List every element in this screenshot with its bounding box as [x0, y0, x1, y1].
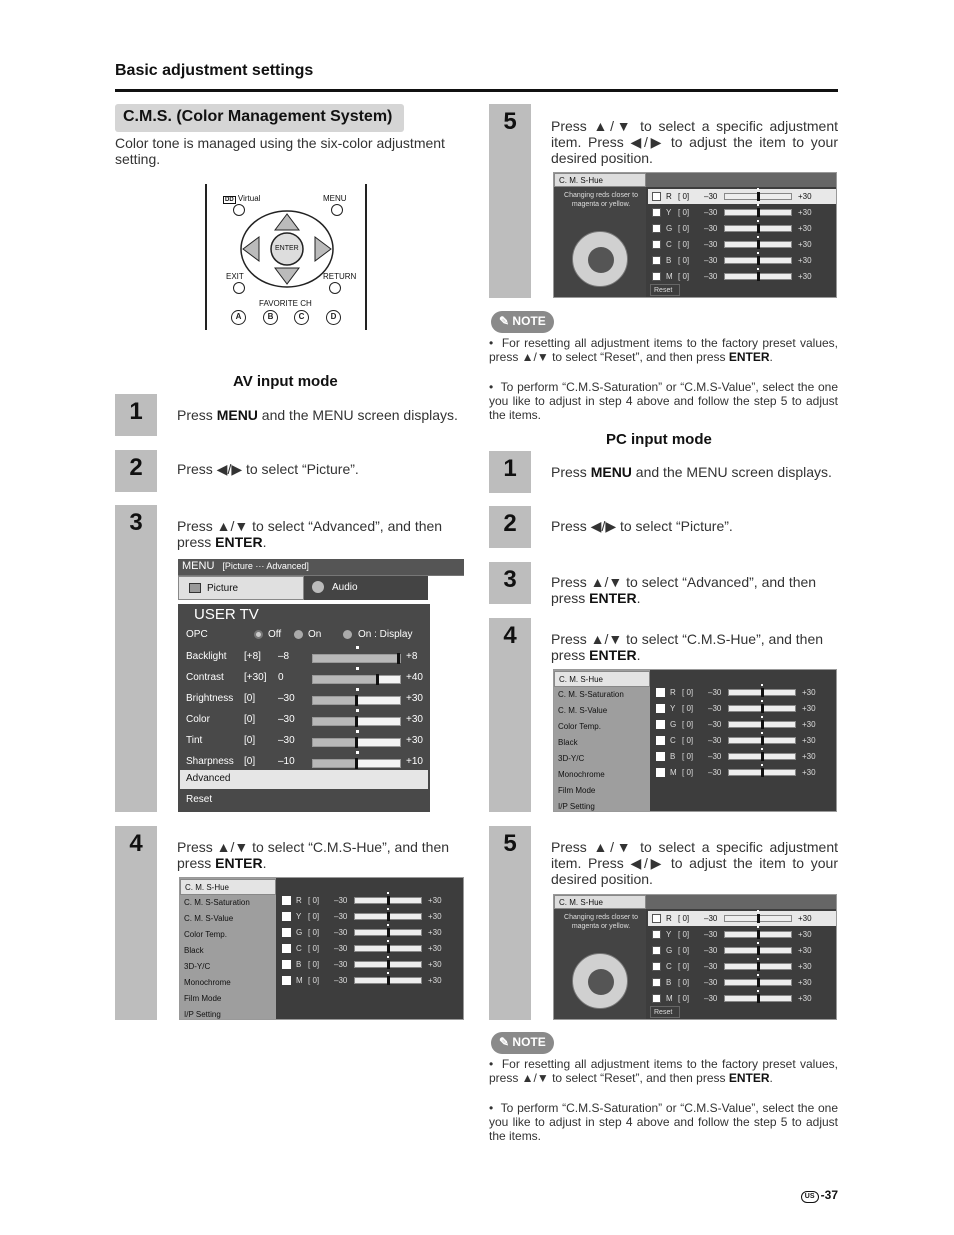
- cms-title: C.M.S. (Color Management System): [115, 104, 404, 132]
- hue-slider[interactable]: [724, 947, 792, 954]
- cms-slider[interactable]: [354, 961, 422, 968]
- cms-color-row[interactable]: R [ 0] –30 +30: [652, 685, 837, 700]
- adjust-max: +30: [406, 735, 423, 746]
- av-step-1-bar: 1: [115, 394, 157, 436]
- cms-color-row[interactable]: B [ 0] –30 +30: [652, 749, 837, 764]
- slider-fill: [313, 676, 376, 683]
- opc-on-radio[interactable]: [294, 630, 303, 639]
- pc-heading: PC input mode: [606, 431, 712, 448]
- pc-step-3-text: Press ▲/▼ to select “Advanced”, and then press ENTER.: [551, 574, 817, 606]
- color-swatch: [652, 962, 661, 971]
- adjust-slider[interactable]: [312, 738, 401, 747]
- cms-slider[interactable]: [354, 945, 422, 952]
- slider-fill: [313, 718, 355, 725]
- av-step-4-bar: 4: [115, 826, 157, 1020]
- favorite-c-button[interactable]: C: [294, 310, 309, 325]
- cms-slider[interactable]: [354, 897, 422, 904]
- menu-screen: [178, 559, 464, 812]
- cms-menu-list: [180, 878, 276, 1019]
- cms-color-row[interactable]: C [ 0] –30 +30: [652, 733, 837, 748]
- cms-menu-item[interactable]: C. M. S-Saturation: [184, 898, 250, 907]
- hue-color-row[interactable]: R [ 0] –30 +30: [648, 189, 836, 204]
- pc-hue-screen: [553, 894, 837, 1020]
- cms-color-row[interactable]: M [ 0] –30 +30: [278, 973, 464, 988]
- pc-step-4-bar: 4: [489, 618, 531, 812]
- section-heading: Basic adjustment settings: [115, 62, 314, 79]
- cms-menu-item[interactable]: C. M. S-Value: [184, 914, 234, 923]
- favorite-b-button[interactable]: B: [263, 310, 278, 325]
- favorite-a-button[interactable]: A: [231, 310, 246, 325]
- hue-slider[interactable]: [724, 915, 792, 922]
- adjust-value: [0]: [244, 714, 256, 725]
- hue-color-row[interactable]: M [ 0] –30 +30: [648, 269, 836, 284]
- cms-menu-item[interactable]: I/P Setting: [184, 1010, 221, 1019]
- color-swatch: [652, 946, 661, 955]
- pencil-icon: ✎: [499, 314, 510, 328]
- adjust-min: –30: [278, 714, 295, 725]
- cms-slider[interactable]: [728, 737, 796, 744]
- cms-slider[interactable]: [728, 721, 796, 728]
- color-swatch: [656, 688, 665, 697]
- return-button[interactable]: [329, 282, 341, 294]
- slider-center-tick: [356, 667, 359, 670]
- slider-knob[interactable]: [355, 737, 358, 748]
- color-swatch: [656, 752, 665, 761]
- adjust-max: +30: [406, 693, 423, 704]
- note-av-bullet-1: • For resetting all adjustment items to the factory preset values, press ▲/▼ to select “Reset”, and then press ENTER.: [489, 336, 838, 364]
- hue-color-row[interactable]: Y [ 0] –30 +30: [648, 927, 836, 942]
- exit-button[interactable]: [233, 282, 245, 294]
- remote-illustration: [205, 184, 367, 330]
- adjust-slider[interactable]: [312, 696, 401, 705]
- hue-slider[interactable]: [724, 193, 792, 200]
- slider-center-tick: [356, 730, 359, 733]
- opc-row[interactable]: OPC Off On On : Display: [186, 629, 413, 640]
- adjust-max: +10: [406, 756, 423, 767]
- hue-slider[interactable]: [724, 931, 792, 938]
- us-badge: US: [801, 1191, 819, 1203]
- exit-label: EXIT: [226, 272, 244, 281]
- hue-slider[interactable]: [724, 241, 792, 248]
- opc-off-radio[interactable]: [254, 630, 263, 639]
- cms-menu-item[interactable]: Black: [184, 946, 204, 955]
- hue-slider[interactable]: [724, 963, 792, 970]
- slider-center-tick: [356, 688, 359, 691]
- slider-center-tick: [356, 646, 359, 649]
- adjust-label: Brightness: [186, 693, 234, 704]
- note-pc-bullet-1: • For resetting all adjustment items to the factory preset values, press ▲/▼ to select “Reset”, and then press ENTER.: [489, 1057, 838, 1085]
- cms-menu-item[interactable]: Color Temp.: [184, 930, 227, 939]
- cms-color-row[interactable]: Y [ 0] –30 +30: [278, 909, 464, 924]
- color-wheel-icon: [572, 953, 628, 1009]
- cms-slider[interactable]: [728, 705, 796, 712]
- note-pc-bullet-2: • To perform “C.M.S-Saturation” or “C.M.S-Value”, select the one you like to adjust in step 4 above and follow the step 5 to adjust the items.: [489, 1101, 839, 1143]
- dpad: [237, 208, 337, 290]
- av-step-4-text: Press ▲/▼ to select “C.M.S-Hue”, and then press ENTER.: [177, 839, 450, 871]
- hue-slider[interactable]: [724, 979, 792, 986]
- hue-color-row[interactable]: B [ 0] –30 +30: [648, 975, 836, 990]
- color-swatch: [652, 192, 661, 201]
- color-swatch: [282, 896, 291, 905]
- adjust-value: [0]: [244, 693, 256, 704]
- adjust-slider[interactable]: [312, 675, 401, 684]
- cms-color-row[interactable]: M [ 0] –30 +30: [652, 765, 837, 780]
- color-swatch: [282, 928, 291, 937]
- adjust-label: Contrast: [186, 672, 224, 683]
- av-heading: AV input mode: [233, 373, 338, 390]
- page-number: US -37: [801, 1188, 838, 1203]
- hue-slider[interactable]: [724, 257, 792, 264]
- slider-fill: [313, 739, 355, 746]
- adjust-label: Sharpness: [186, 756, 234, 767]
- av-hue-screen: [553, 172, 837, 298]
- adjust-label: Backlight: [186, 651, 227, 662]
- color-swatch: [652, 930, 661, 939]
- av-cms-list-screen: [179, 877, 464, 1020]
- pc-step-5-text: Press ▲/▼ to select a specific adjustment item. Press ◀/▶ to adjust the item to your desired position.: [551, 839, 838, 887]
- hue-header-bar: [646, 173, 837, 187]
- menu-label: MENU: [323, 194, 347, 203]
- hue-color-row[interactable]: Y [ 0] –30 +30: [648, 205, 836, 220]
- return-label: RETURN: [323, 272, 357, 281]
- cms-color-row[interactable]: C [ 0] –30 +30: [278, 941, 464, 956]
- hue-side-panel: [554, 895, 646, 1019]
- tab-audio[interactable]: Audio: [304, 576, 428, 600]
- av-step-5-text: Press ▲/▼ to select a specific adjustment item. Press ◀/▶ to adjust the item to your desired position.: [551, 118, 838, 166]
- color-swatch: [656, 720, 665, 729]
- cms-slider[interactable]: [354, 913, 422, 920]
- hue-slider[interactable]: [724, 995, 792, 1002]
- hue-description: Changing reds closer to magenta or yellow.: [564, 914, 638, 930]
- av-step-5-bar: 5: [489, 104, 531, 298]
- slider-knob[interactable]: [376, 674, 379, 685]
- av-step-2-text: Press ◀/▶ to select “Picture”.: [177, 461, 359, 477]
- adjust-slider[interactable]: [312, 759, 401, 768]
- hue-color-row[interactable]: C [ 0] –30 +30: [648, 237, 836, 252]
- hue-color-row[interactable]: C [ 0] –30 +30: [648, 959, 836, 974]
- favorite-d-button[interactable]: D: [326, 310, 341, 325]
- hue-color-row[interactable]: M [ 0] –30 +30: [648, 991, 836, 1006]
- color-swatch: [652, 256, 661, 265]
- av-step-3-bar: 3: [115, 505, 157, 812]
- pc-cms-list-screen: [553, 669, 837, 812]
- slider-knob[interactable]: [397, 653, 400, 664]
- cms-menu-item[interactable]: 3D-Y/C: [558, 754, 585, 763]
- color-swatch: [656, 768, 665, 777]
- color-swatch: [652, 978, 661, 987]
- adjust-value: [+8]: [244, 651, 261, 662]
- hue-color-row[interactable]: G [ 0] –30 +30: [648, 221, 836, 236]
- adjust-value: [0]: [244, 735, 256, 746]
- opc-display-radio[interactable]: [343, 630, 352, 639]
- hue-color-row[interactable]: G [ 0] –30 +30: [648, 943, 836, 958]
- hue-reset-button[interactable]: Reset: [650, 284, 680, 296]
- cms-menu-item[interactable]: C. M. S-Value: [558, 706, 608, 715]
- cms-color-row[interactable]: Y [ 0] –30 +30: [652, 701, 837, 716]
- pc-step-2-text: Press ◀/▶ to select “Picture”.: [551, 518, 733, 534]
- adjust-min: –10: [278, 756, 295, 767]
- cms-menu-item[interactable]: C. M. S-Hue: [554, 671, 650, 687]
- picture-icon: [189, 583, 201, 593]
- menu-bar: MENU [Picture ··· Advanced]: [178, 559, 464, 576]
- picture-mode: USER TV: [194, 606, 259, 623]
- slider-fill: [313, 655, 397, 662]
- section-rule: [115, 89, 838, 92]
- favorite-ch-label: FAVORITE CH: [259, 299, 312, 308]
- color-wheel-icon: [572, 231, 628, 287]
- cms-menu-item[interactable]: Monochrome: [184, 978, 231, 987]
- av-step-3-text: Press ▲/▼ to select “Advanced”, and then press ENTER.: [177, 518, 443, 550]
- slider-knob[interactable]: [355, 758, 358, 769]
- slider-center-tick: [356, 709, 359, 712]
- cms-menu-item[interactable]: I/P Setting: [558, 802, 595, 811]
- cms-menu-item[interactable]: C. M. S-Saturation: [558, 690, 624, 699]
- cms-slider[interactable]: [354, 977, 422, 984]
- adjust-min: –30: [278, 735, 295, 746]
- hue-slider[interactable]: [724, 225, 792, 232]
- adjust-slider[interactable]: [312, 654, 401, 663]
- slider-fill: [313, 697, 355, 704]
- note-badge-pc: ✎ NOTE: [491, 1032, 554, 1054]
- adjust-min: –30: [278, 693, 295, 704]
- cms-menu-item[interactable]: Black: [558, 738, 578, 747]
- cms-color-row[interactable]: G [ 0] –30 +30: [652, 717, 837, 732]
- hue-color-row[interactable]: R [ 0] –30 +30: [648, 911, 836, 926]
- hue-title: C. M. S-Hue: [554, 895, 646, 909]
- adjust-min: 0: [278, 672, 284, 683]
- adjust-slider[interactable]: [312, 717, 401, 726]
- pc-step-5-bar: 5: [489, 826, 531, 1020]
- adjust-row[interactable]: [186, 669, 430, 689]
- color-swatch: [282, 944, 291, 953]
- pc-step-3-bar: 3: [489, 562, 531, 604]
- audio-icon: [312, 581, 324, 593]
- hue-description: Changing reds closer to magenta or yellow.: [564, 192, 638, 208]
- adjust-min: –8: [278, 651, 290, 662]
- color-swatch: [282, 976, 291, 985]
- adjust-row[interactable]: [186, 732, 430, 752]
- enter-button[interactable]: ENTER: [275, 245, 299, 252]
- pc-step-4-text: Press ▲/▼ to select “C.M.S-Hue”, and then press ENTER.: [551, 631, 824, 663]
- color-swatch: [652, 240, 661, 249]
- color-swatch: [652, 208, 661, 217]
- cms-menu-list: [554, 670, 650, 811]
- cms-menu-item[interactable]: Film Mode: [184, 994, 222, 1003]
- cms-slider[interactable]: [354, 929, 422, 936]
- slider-center-tick: [356, 751, 359, 754]
- cms-menu-item[interactable]: 3D-Y/C: [184, 962, 211, 971]
- pencil-icon: ✎: [499, 1035, 510, 1049]
- hue-color-row[interactable]: B [ 0] –30 +30: [648, 253, 836, 268]
- hue-side-panel: [554, 173, 646, 297]
- color-swatch: [656, 704, 665, 713]
- pc-step-1-bar: 1: [489, 451, 531, 493]
- cms-menu-item[interactable]: C. M. S-Hue: [180, 879, 276, 895]
- adjust-value: [+30]: [244, 672, 267, 683]
- dolby-virtual-label: DD Virtual: [225, 194, 261, 203]
- adjust-max: +30: [406, 714, 423, 725]
- color-swatch: [282, 912, 291, 921]
- slider-knob[interactable]: [355, 716, 358, 727]
- av-step-2-bar: 2: [115, 450, 157, 492]
- adjust-label: Tint: [186, 735, 203, 746]
- note-badge-av: ✎ NOTE: [491, 311, 554, 333]
- hue-reset-button[interactable]: Reset: [650, 1006, 680, 1018]
- cms-menu-item[interactable]: Color Temp.: [558, 722, 601, 731]
- color-swatch: [652, 994, 661, 1003]
- color-swatch: [652, 272, 661, 281]
- advanced-item[interactable]: Advanced: [180, 770, 428, 789]
- cms-color-row[interactable]: R [ 0] –30 +30: [278, 893, 464, 908]
- adjust-label: Color: [186, 714, 210, 725]
- cms-slider[interactable]: [728, 769, 796, 776]
- hue-slider[interactable]: [724, 209, 792, 216]
- pc-step-2-bar: 2: [489, 506, 531, 548]
- adjust-row[interactable]: [186, 648, 430, 668]
- color-swatch: [282, 960, 291, 969]
- slider-knob[interactable]: [355, 695, 358, 706]
- pc-step-1-text: Press MENU and the MENU screen displays.: [551, 464, 832, 480]
- hue-title: C. M. S-Hue: [554, 173, 646, 187]
- color-swatch: [652, 914, 661, 923]
- cms-slider[interactable]: [728, 753, 796, 760]
- cms-menu-item[interactable]: Monochrome: [558, 770, 605, 779]
- cms-color-row[interactable]: B [ 0] –30 +30: [278, 957, 464, 972]
- adjust-row[interactable]: [186, 711, 430, 731]
- reset-item[interactable]: Reset: [186, 794, 213, 805]
- adjust-max: +8: [406, 651, 418, 662]
- color-swatch: [652, 224, 661, 233]
- av-step-1-text: Press MENU and the MENU screen displays.: [177, 407, 458, 423]
- color-swatch: [656, 736, 665, 745]
- tab-picture[interactable]: Picture: [178, 576, 304, 600]
- note-av-bullet-2: • To perform “C.M.S-Saturation” or “C.M.S-Value”, select the one you like to adjust in step 4 above and follow the step 5 to adjust the items.: [489, 380, 839, 422]
- slider-fill: [313, 760, 355, 767]
- hue-header-bar: [646, 895, 837, 909]
- adjust-row[interactable]: [186, 690, 430, 710]
- cms-intro: Color tone is managed using the six-color adjustment setting.: [115, 135, 445, 167]
- cms-slider[interactable]: [728, 689, 796, 696]
- user-tv-panel: [178, 604, 430, 812]
- cms-color-row[interactable]: G [ 0] –30 +30: [278, 925, 464, 940]
- adjust-value: [0]: [244, 756, 256, 767]
- hue-slider[interactable]: [724, 273, 792, 280]
- cms-menu-item[interactable]: Film Mode: [558, 786, 596, 795]
- adjust-max: +40: [406, 672, 423, 683]
